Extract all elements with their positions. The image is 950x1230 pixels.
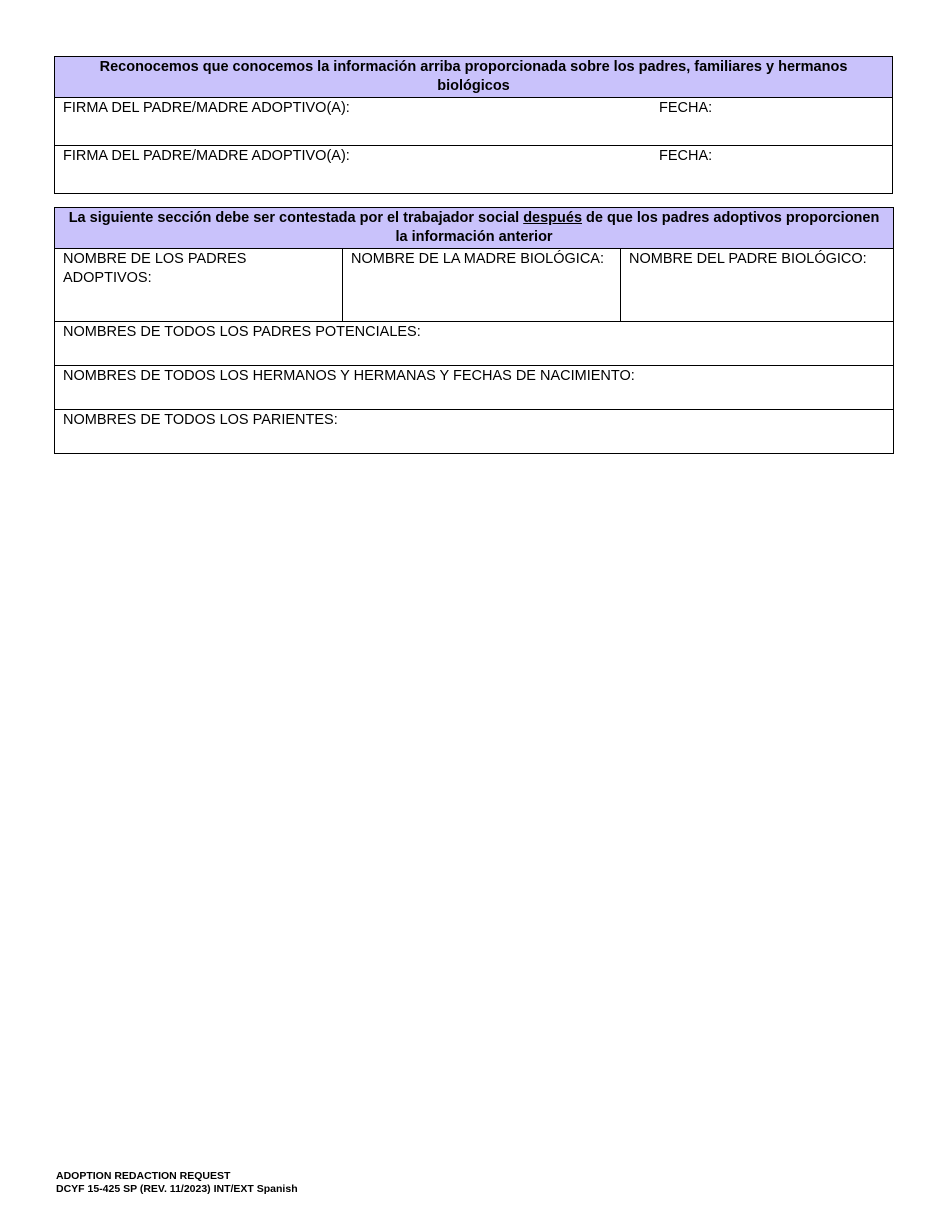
signature-label-1: FIRMA DEL PADRE/MADRE ADOPTIVO(A): <box>63 100 350 116</box>
signature-label-2: FIRMA DEL PADRE/MADRE ADOPTIVO(A): <box>63 148 350 164</box>
adoptive-parents-name-label: NOMBRE DE LOS PADRES ADOPTIVOS: <box>63 251 247 286</box>
acknowledgment-table <box>54 56 893 194</box>
acknowledgment-header: Reconocemos que conocemos la información arriba proporcionada sobre los padres, familiares y hermanos biológicos <box>55 57 893 98</box>
date-label-2: FECHA: <box>659 148 713 164</box>
birth-father-name-field[interactable] <box>621 249 894 322</box>
header-text-part2: de que los padres adoptivos proporcionen la información anterior <box>395 210 880 245</box>
form-id: DCYF 15-425 SP (REV. 11/2023) INT/EXT Spanish <box>56 1183 298 1195</box>
birth-mother-name-field[interactable] <box>343 249 621 322</box>
relatives-label: NOMBRES DE TODOS LOS PARIENTES: <box>63 412 338 428</box>
form-title: ADOPTION REDACTION REQUEST <box>56 1170 231 1182</box>
potential-parents-label: NOMBRES DE TODOS LOS PADRES POTENCIALES: <box>63 324 421 340</box>
siblings-field[interactable] <box>55 366 894 410</box>
adoptive-parents-name-field[interactable] <box>55 249 343 322</box>
signature-row-1[interactable] <box>55 98 893 146</box>
relatives-field[interactable] <box>55 410 894 454</box>
birth-mother-name-label: NOMBRE DE LA MADRE BIOLÓGICA: <box>351 251 604 267</box>
siblings-label: NOMBRES DE TODOS LOS HERMANOS Y HERMANAS Y FECHAS DE NACIMIENTO: <box>63 368 635 384</box>
form-footer <box>56 1170 298 1196</box>
date-label-1: FECHA: <box>659 100 713 116</box>
signature-row-2[interactable] <box>55 146 893 194</box>
header-emphasis: después <box>523 210 583 226</box>
social-worker-header <box>55 208 894 249</box>
social-worker-table <box>54 207 894 454</box>
header-text-part1: La siguiente sección debe ser contestada por el trabajador social <box>68 210 524 226</box>
potential-parents-field[interactable] <box>55 322 894 366</box>
birth-father-name-label: NOMBRE DEL PADRE BIOLÓGICO: <box>629 251 867 267</box>
